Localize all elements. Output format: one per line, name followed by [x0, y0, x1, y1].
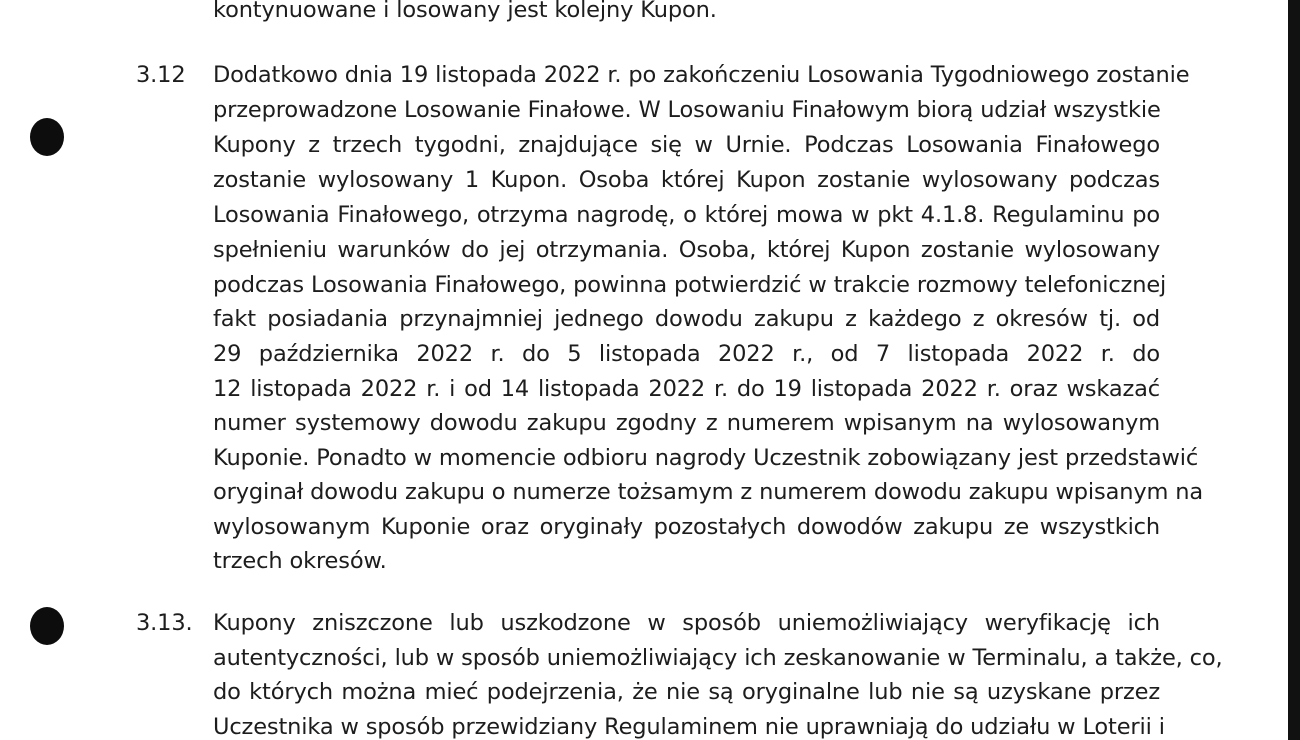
- section-3-12-line: wylosowanym Kuponie oraz oryginały pozostałych dowodów zakupu ze wszystkich: [213, 514, 1160, 540]
- section-number-3-13: 3.13.: [136, 610, 193, 636]
- section-3-12-line: numer systemowy dowodu zakupu zgodny z numerem wpisanym na wylosowanym: [213, 410, 1160, 436]
- punch-hole-top: [30, 118, 64, 156]
- section-3-13-line: do których można mieć podejrzenia, że nie są oryginalne lub nie są uzyskane przez: [213, 679, 1160, 705]
- section-3-12-line: Dodatkowo dnia 19 listopada 2022 r. po zakończeniu Losowania Tygodniowego zostanie: [213, 62, 1190, 88]
- section-3-12-line: 29 października 2022 r. do 5 listopada 2022 r., od 7 listopada 2022 r. do: [213, 341, 1160, 367]
- section-3-12-line: Kupony z trzech tygodni, znajdujące się w Urnie. Podczas Losowania Finałowego: [213, 132, 1160, 158]
- section-3-13-line: Uczestnika w sposób przewidziany Regulaminem nie uprawniają do udziału w Loterii i: [213, 714, 1165, 740]
- section-3-12-line: Kuponie. Ponadto w momencie odbioru nagrody Uczestnik zobowiązany jest przedstawić: [213, 445, 1199, 471]
- section-3-13-line: Kupony zniszczone lub uszkodzone w sposób uniemożliwiający weryfikację ich: [213, 610, 1160, 636]
- section-number-3-12: 3.12: [136, 62, 186, 88]
- section-3-12-line: podczas Losowania Finałowego, powinna potwierdzić w trakcie rozmowy telefonicznej: [213, 272, 1167, 298]
- continuation-line: kontynuowane i losowany jest kolejny Kupon.: [213, 0, 717, 23]
- section-3-12-line: 12 listopada 2022 r. i od 14 listopada 2022 r. do 19 listopada 2022 r. oraz wskazać: [213, 376, 1160, 402]
- section-3-12-line: trzech okresów.: [213, 548, 387, 574]
- section-3-12-line: spełnieniu warunków do jej otrzymania. Osoba, której Kupon zostanie wylosowany: [213, 237, 1160, 263]
- section-3-12-line: zostanie wylosowany 1 Kupon. Osoba której Kupon zostanie wylosowany podczas: [213, 167, 1160, 193]
- section-3-12-line: fakt posiadania przynajmniej jednego dowodu zakupu z każdego z okresów tj. od: [213, 306, 1160, 332]
- scan-edge: [1288, 0, 1300, 740]
- section-3-13-line: autentyczności, lub w sposób uniemożliwiający ich zeskanowanie w Terminalu, a także, co,: [213, 645, 1223, 671]
- punch-hole-bottom: [30, 607, 64, 645]
- section-3-12-line: oryginał dowodu zakupu o numerze tożsamym z numerem dowodu zakupu wpisanym na: [213, 479, 1204, 505]
- section-3-12-line: przeprowadzone Losowanie Finałowe. W Losowaniu Finałowym biorą udział wszystkie: [213, 97, 1161, 123]
- section-3-12-line: Losowania Finałowego, otrzyma nagrodę, o której mowa w pkt 4.1.8. Regulaminu po: [213, 202, 1160, 228]
